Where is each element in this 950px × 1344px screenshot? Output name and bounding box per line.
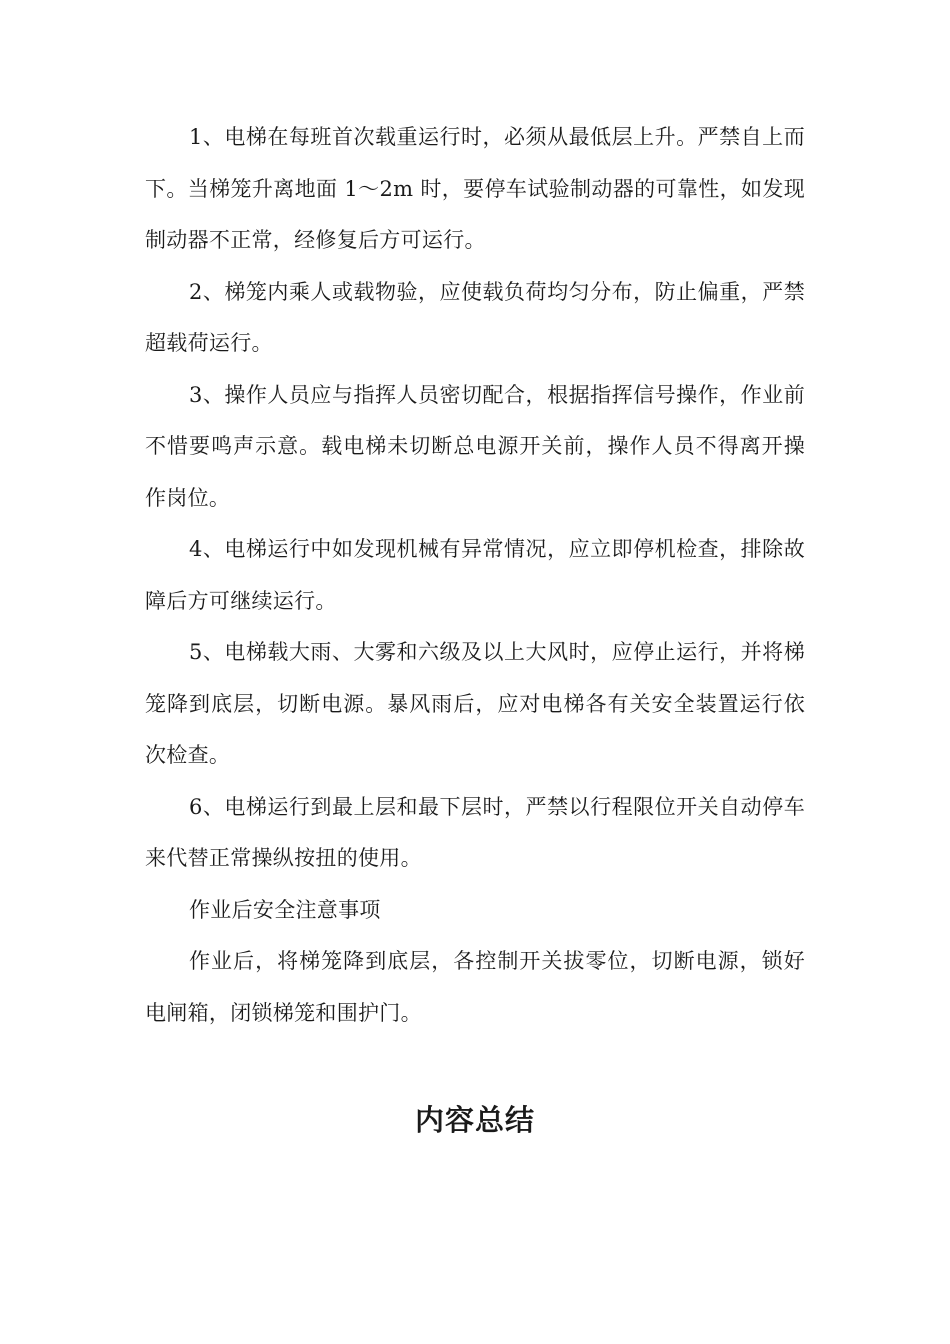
paragraph-3: 3、操作人员应与指挥人员密切配合，根据指挥信号操作，作业前不惜要鸣声示意。载电梯未切断总电源开关前，操作人员不得离开操作岗位。	[145, 382, 805, 510]
paragraph-4: 4、电梯运行中如发现机械有异常情况，应立即停机检查，排除故障后方可继续运行。	[145, 537, 805, 613]
paragraph-after-work: 作业后，将梯笼降到底层，各控制开关拔零位，切断电源，锁好电闸箱，闭锁梯笼和围护门。	[145, 949, 805, 1025]
paragraph-2: 2、梯笼内乘人或载物验，应使载负荷均匀分布，防止偏重，严禁超载荷运行。	[145, 279, 805, 355]
summary-title: 内容总结	[414, 1103, 535, 1137]
document-body	[145, 112, 805, 1039]
section-heading: 作业后安全注意事项	[189, 897, 381, 922]
paragraph-1: 1、电梯在每班首次载重运行时，必须从最低层上升。严禁自上而下。当梯笼升离地面 1～2m 时，要停车试验制动器的可靠性，如发现制动器不正常，经修复后方可运行。	[145, 125, 805, 252]
paragraph-6: 6、电梯运行到最上层和最下层时，严禁以行程限位开关自动停车来代替正常操纵按扭的使用。	[145, 794, 805, 870]
paragraph-5: 5、电梯载大雨、大雾和六级及以上大风时，应停止运行，并将梯笼降到底层，切断电源。暴风雨后，应对电梯各有关安全装置运行依次检查。	[145, 640, 805, 767]
